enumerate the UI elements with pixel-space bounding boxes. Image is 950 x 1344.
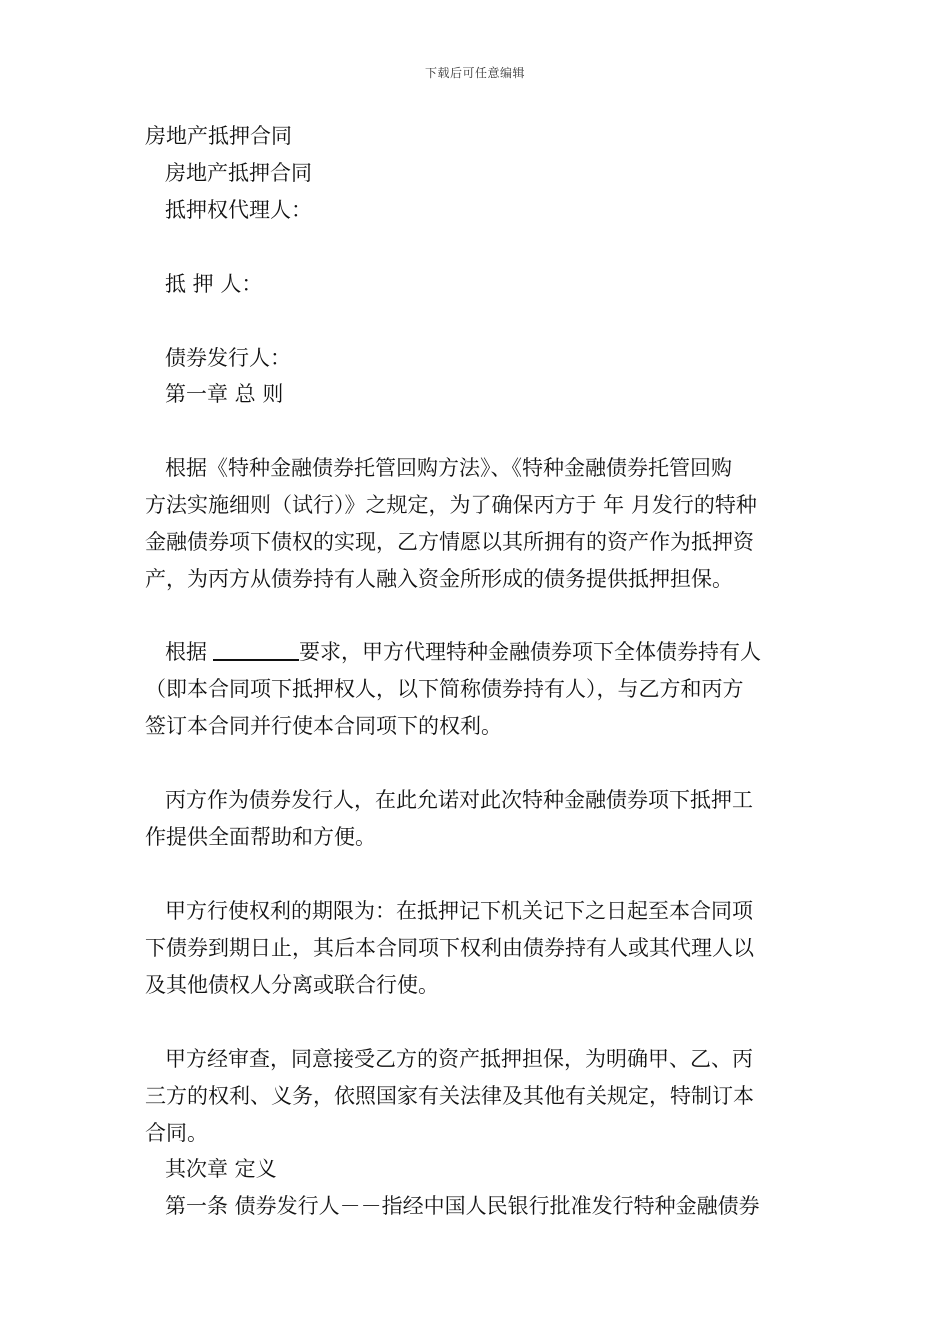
issuer-field-label: 债券发行人：: [165, 346, 291, 370]
paragraph-line: 甲方行使权利的期限为：在抵押记下机关记下之日起至本合同项: [165, 899, 753, 923]
paragraph-line: 作提供全面帮助和方便。: [145, 825, 376, 849]
paragraph-line: 产，为丙方从债券持有人融入资金所形成的债务提供抵押担保。: [145, 567, 733, 591]
paragraph-line: 丙方作为债券发行人，在此允诺对此次特种金融债券项下抵押工: [165, 788, 753, 812]
paragraph-line: （即本合同项下抵押权人，以下简称债券持有人），与乙方和丙方: [145, 677, 744, 701]
paragraph-line: 三方的权利、义务，依照国家有关法律及其他有关规定，特制订本: [145, 1084, 754, 1108]
paragraph-line: 合同。: [145, 1121, 208, 1145]
agent-field-label: 抵押权代理人：: [165, 198, 312, 222]
article-line: 第一条 债券发行人－－指经中国人民银行批准发行特种金融债券: [165, 1194, 760, 1218]
paragraph-line: 及其他债权人分离或联合行使。: [145, 973, 439, 997]
paragraph-line: 下债券到期日止，其后本合同项下权利由债券持有人或其代理人以: [145, 936, 754, 960]
mortgagor-field-label: 抵 押 人：: [165, 272, 263, 296]
contract-subtitle: 房地产抵押合同: [165, 161, 312, 185]
paragraph-line: 金融债券项下债权的实现，乙方情愿以其所拥有的资产作为抵押资: [145, 530, 754, 554]
page-header: 下载后可任意编辑: [424, 66, 525, 80]
paragraph-text: 要求，甲方代理特种金融债券项下全体债券持有人: [299, 640, 761, 664]
paragraph-line: [165, 634, 845, 670]
paragraph-line: 方法实施细则（试行）》之规定，为了确保丙方于 年 月发行的特种: [145, 493, 757, 517]
paragraph-line: 根据《特种金融债券托管回购方法》、《特种金融债券托管回购: [165, 456, 732, 480]
paragraph-line: 甲方经审查，同意接受乙方的资产抵押担保，为明确甲、乙、丙: [165, 1047, 753, 1071]
blank-underline: [213, 637, 299, 661]
document-title: 房地产抵押合同: [145, 124, 292, 148]
chapter-heading: 第一章 总 则: [165, 382, 284, 406]
paragraph-line: 签订本合同并行使本合同项下的权利。: [145, 714, 502, 738]
chapter-heading: 其次章 定义: [165, 1157, 277, 1181]
paragraph-text: 根据: [165, 640, 207, 664]
